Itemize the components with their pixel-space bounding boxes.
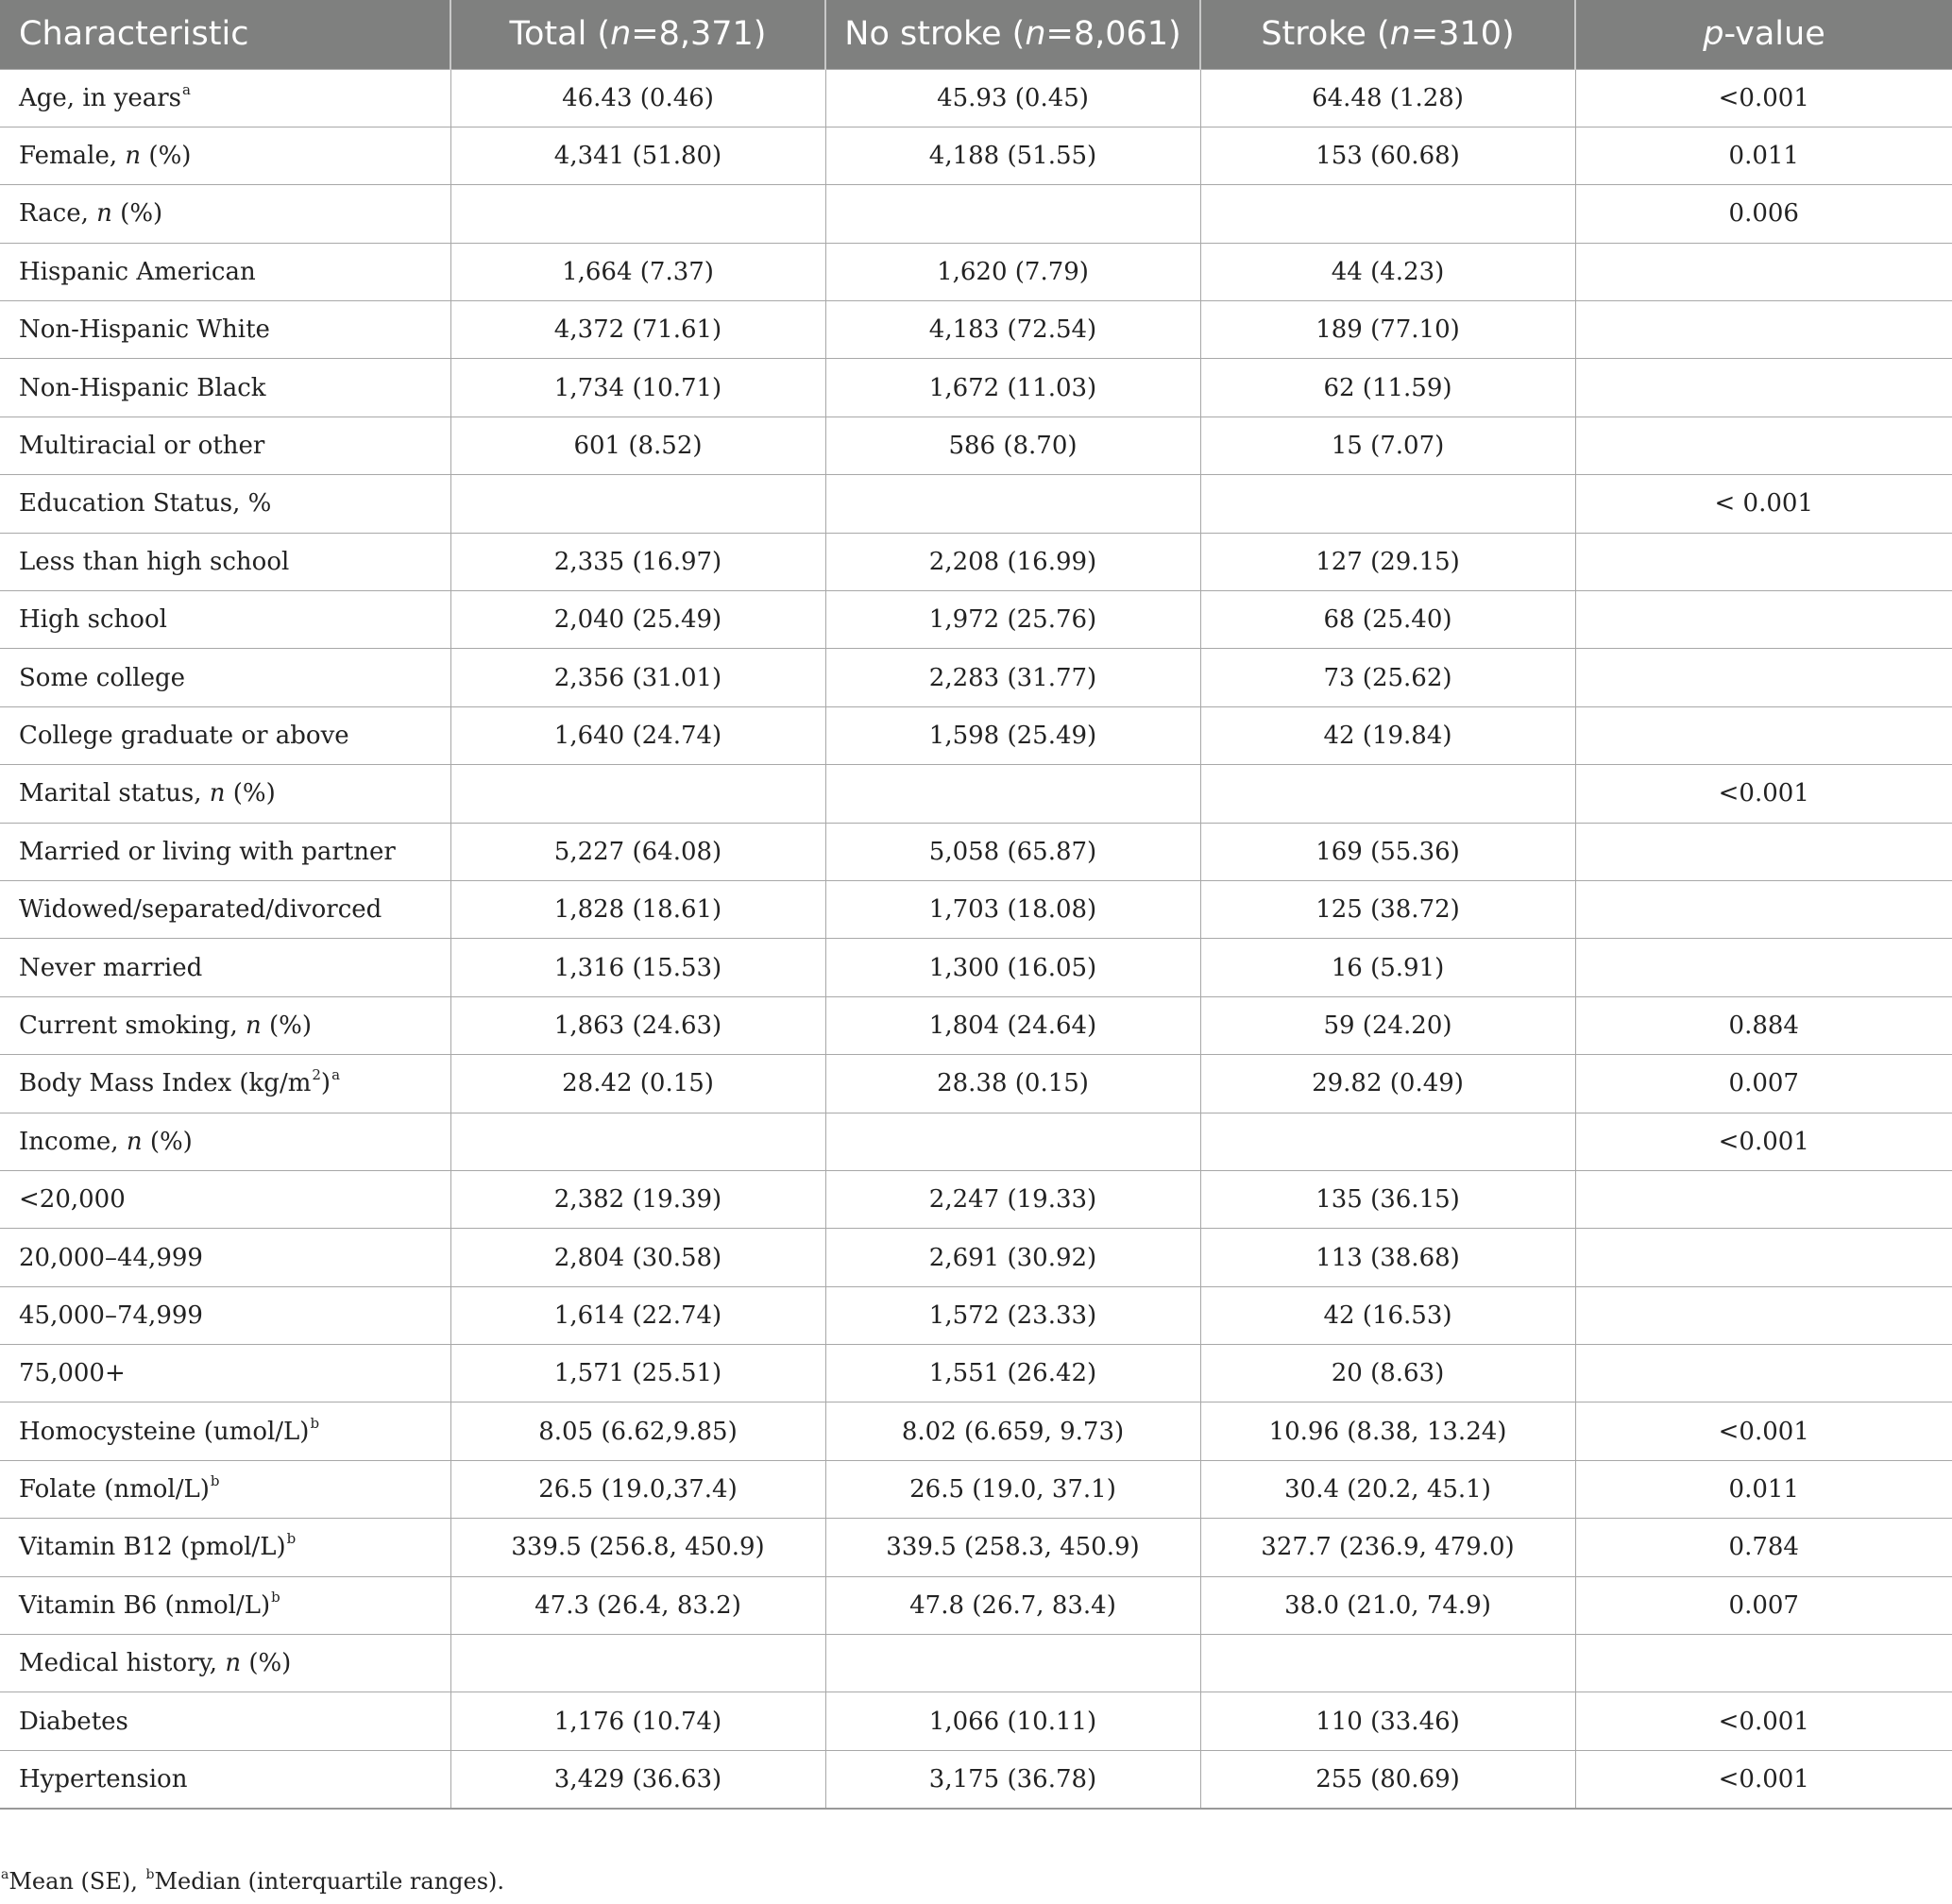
- p-value-cell: <0.001: [1575, 1750, 1952, 1808]
- header-stroke: Stroke (n=310): [1200, 0, 1575, 69]
- no-stroke-cell: 2,247 (19.33): [825, 1170, 1200, 1228]
- p-value-cell: [1575, 823, 1952, 880]
- table-row: [0, 243, 1952, 300]
- p-value-cell: <0.001: [1575, 1402, 1952, 1460]
- total-cell: 2,040 (25.49): [450, 591, 825, 649]
- total-cell: 28.42 (0.15): [450, 1055, 825, 1113]
- total-cell: 2,356 (31.01): [450, 649, 825, 706]
- table-row: [0, 1576, 1952, 1634]
- no-stroke-cell: 47.8 (26.7, 83.4): [825, 1576, 1200, 1634]
- no-stroke-cell: 1,804 (24.64): [825, 996, 1200, 1054]
- table-row: [0, 939, 1952, 996]
- stroke-cell: [1200, 765, 1575, 823]
- characteristic-cell: Folate (nmol/L)$^b$: [0, 1460, 450, 1518]
- header-p-value: p-value: [1575, 0, 1952, 69]
- stroke-cell: 42 (19.84): [1200, 706, 1575, 764]
- characteristic-cell: Multiracial or other: [0, 416, 450, 474]
- no-stroke-cell: 1,551 (26.42): [825, 1345, 1200, 1402]
- header-no-stroke: No stroke (n=8,061): [825, 0, 1200, 69]
- table-row: [0, 823, 1952, 880]
- characteristic-cell: Diabetes: [0, 1692, 450, 1750]
- stroke-cell: 42 (16.53): [1200, 1286, 1575, 1344]
- table-row: [0, 475, 1952, 533]
- no-stroke-cell: 5,058 (65.87): [825, 823, 1200, 880]
- characteristic-cell: Widowed/separated/divorced: [0, 880, 450, 938]
- table-row: [0, 1170, 1952, 1228]
- p-value-cell: 0.007: [1575, 1055, 1952, 1113]
- p-value-cell: [1575, 533, 1952, 590]
- stroke-cell: 16 (5.91): [1200, 939, 1575, 996]
- stroke-cell: 327.7 (236.9, 479.0): [1200, 1519, 1575, 1576]
- total-cell: 1,664 (7.37): [450, 243, 825, 300]
- stroke-cell: [1200, 1113, 1575, 1170]
- no-stroke-cell: [825, 765, 1200, 823]
- total-cell: 47.3 (26.4, 83.2): [450, 1576, 825, 1634]
- stroke-cell: 38.0 (21.0, 74.9): [1200, 1576, 1575, 1634]
- table-row: [0, 996, 1952, 1054]
- no-stroke-cell: [825, 185, 1200, 243]
- total-cell: 2,804 (30.58): [450, 1229, 825, 1286]
- total-cell: 1,734 (10.71): [450, 359, 825, 416]
- stroke-cell: 125 (38.72): [1200, 880, 1575, 938]
- stroke-cell: [1200, 1635, 1575, 1692]
- p-value-cell: <0.001: [1575, 765, 1952, 823]
- stroke-cell: 73 (25.62): [1200, 649, 1575, 706]
- table-row: [0, 706, 1952, 764]
- stroke-cell: 255 (80.69): [1200, 1750, 1575, 1808]
- characteristic-cell: Marital status, n (%): [0, 765, 450, 823]
- total-cell: 1,828 (18.61): [450, 880, 825, 938]
- stroke-cell: 113 (38.68): [1200, 1229, 1575, 1286]
- p-value-cell: [1575, 880, 1952, 938]
- stroke-cell: 10.96 (8.38, 13.24): [1200, 1402, 1575, 1460]
- characteristic-cell: 45,000–74,999: [0, 1286, 450, 1344]
- total-cell: 2,335 (16.97): [450, 533, 825, 590]
- characteristic-cell: Some college: [0, 649, 450, 706]
- table-row: [0, 127, 1952, 184]
- total-cell: 46.43 (0.46): [450, 69, 825, 127]
- table-row: [0, 359, 1952, 416]
- total-cell: 2,382 (19.39): [450, 1170, 825, 1228]
- no-stroke-cell: 2,283 (31.77): [825, 649, 1200, 706]
- p-value-cell: [1575, 243, 1952, 300]
- total-cell: 4,341 (51.80): [450, 127, 825, 184]
- no-stroke-cell: 2,691 (30.92): [825, 1229, 1200, 1286]
- stroke-cell: [1200, 475, 1575, 533]
- table-row: [0, 1113, 1952, 1170]
- total-cell: 1,571 (25.51): [450, 1345, 825, 1402]
- total-cell: [450, 1113, 825, 1170]
- total-cell: 5,227 (64.08): [450, 823, 825, 880]
- no-stroke-cell: 8.02 (6.659, 9.73): [825, 1402, 1200, 1460]
- stroke-cell: 169 (55.36): [1200, 823, 1575, 880]
- characteristic-cell: Less than high school: [0, 533, 450, 590]
- no-stroke-cell: 1,300 (16.05): [825, 939, 1200, 996]
- header-characteristic: Characteristic: [19, 15, 249, 54]
- total-cell: [450, 185, 825, 243]
- no-stroke-cell: [825, 1113, 1200, 1170]
- p-value-cell: [1575, 1170, 1952, 1228]
- stroke-cell: 29.82 (0.49): [1200, 1055, 1575, 1113]
- table-row: [0, 1519, 1952, 1576]
- p-value-cell: [1575, 301, 1952, 359]
- total-cell: 3,429 (36.63): [450, 1750, 825, 1808]
- characteristic-cell: Vitamin B6 (nmol/L)$^b$: [0, 1576, 450, 1634]
- table-row: [0, 880, 1952, 938]
- no-stroke-cell: 1,620 (7.79): [825, 243, 1200, 300]
- p-value-cell: [1575, 1345, 1952, 1402]
- p-value-cell: 0.884: [1575, 996, 1952, 1054]
- no-stroke-cell: 26.5 (19.0, 37.1): [825, 1460, 1200, 1518]
- total-cell: 601 (8.52): [450, 416, 825, 474]
- table-row: [0, 1692, 1952, 1750]
- no-stroke-cell: [825, 1635, 1200, 1692]
- total-cell: 4,372 (71.61): [450, 301, 825, 359]
- total-cell: 1,640 (24.74): [450, 706, 825, 764]
- total-cell: 1,614 (22.74): [450, 1286, 825, 1344]
- stroke-cell: 68 (25.40): [1200, 591, 1575, 649]
- characteristic-cell: Hispanic American: [0, 243, 450, 300]
- characteristic-cell: College graduate or above: [0, 706, 450, 764]
- total-cell: 339.5 (256.8, 450.9): [450, 1519, 825, 1576]
- characteristic-cell: Non-Hispanic White: [0, 301, 450, 359]
- table-row: [0, 649, 1952, 706]
- stroke-cell: 135 (36.15): [1200, 1170, 1575, 1228]
- p-value-cell: < 0.001: [1575, 475, 1952, 533]
- table-row: [0, 1750, 1952, 1808]
- stroke-cell: 15 (7.07): [1200, 416, 1575, 474]
- characteristic-cell: Income, n (%): [0, 1113, 450, 1170]
- p-value-cell: <0.001: [1575, 1113, 1952, 1170]
- no-stroke-cell: 2,208 (16.99): [825, 533, 1200, 590]
- characteristic-cell: Homocysteine (umol/L)$^b$: [0, 1402, 450, 1460]
- characteristic-cell: 75,000+: [0, 1345, 450, 1402]
- stroke-cell: 62 (11.59): [1200, 359, 1575, 416]
- no-stroke-cell: 586 (8.70): [825, 416, 1200, 474]
- characteristic-cell: Married or living with partner: [0, 823, 450, 880]
- characteristic-cell: Medical history, n (%): [0, 1635, 450, 1692]
- no-stroke-cell: 339.5 (258.3, 450.9): [825, 1519, 1200, 1576]
- table-row: [0, 185, 1952, 243]
- p-value-cell: 0.011: [1575, 127, 1952, 184]
- total-cell: 8.05 (6.62,9.85): [450, 1402, 825, 1460]
- characteristic-cell: Education Status, %: [0, 475, 450, 533]
- no-stroke-cell: 4,188 (51.55): [825, 127, 1200, 184]
- p-value-cell: [1575, 939, 1952, 996]
- table-row: [0, 765, 1952, 823]
- table-row: [0, 69, 1952, 127]
- characteristic-cell: Age, in years$^a$: [0, 69, 450, 127]
- no-stroke-cell: 45.93 (0.45): [825, 69, 1200, 127]
- characteristic-cell: Vitamin B12 (pmol/L)$^b$: [0, 1519, 450, 1576]
- p-value-cell: 0.011: [1575, 1460, 1952, 1518]
- p-value-cell: 0.007: [1575, 1576, 1952, 1634]
- no-stroke-cell: 3,175 (36.78): [825, 1750, 1200, 1808]
- characteristic-cell: Current smoking, n (%): [0, 996, 450, 1054]
- total-cell: 1,316 (15.53): [450, 939, 825, 996]
- table-row: [0, 1286, 1952, 1344]
- total-cell: 26.5 (19.0,37.4): [450, 1460, 825, 1518]
- stroke-cell: 59 (24.20): [1200, 996, 1575, 1054]
- p-value-cell: [1575, 1635, 1952, 1692]
- total-cell: [450, 1635, 825, 1692]
- p-value-cell: [1575, 1229, 1952, 1286]
- stroke-cell: 189 (77.10): [1200, 301, 1575, 359]
- header-total: Total (n=8,371): [450, 0, 825, 69]
- table-row: [0, 1055, 1952, 1113]
- characteristic-cell: Race, n (%): [0, 185, 450, 243]
- stroke-cell: 153 (60.68): [1200, 127, 1575, 184]
- table-row: [0, 416, 1952, 474]
- table-row: [0, 1460, 1952, 1518]
- stroke-cell: 30.4 (20.2, 45.1): [1200, 1460, 1575, 1518]
- table-row: [0, 1635, 1952, 1692]
- total-cell: 1,176 (10.74): [450, 1692, 825, 1750]
- characteristic-cell: Never married: [0, 939, 450, 996]
- total-cell: [450, 765, 825, 823]
- no-stroke-cell: 1,066 (10.11): [825, 1692, 1200, 1750]
- p-value-cell: [1575, 706, 1952, 764]
- no-stroke-cell: [825, 475, 1200, 533]
- table-row: [0, 1345, 1952, 1402]
- total-cell: 1,863 (24.63): [450, 996, 825, 1054]
- p-value-cell: 0.784: [1575, 1519, 1952, 1576]
- table-footnote: $^a$Mean (SE), $^b$Median (interquartile ranges).: [1, 1866, 505, 1895]
- characteristic-cell: Female, n (%): [0, 127, 450, 184]
- characteristic-cell: Non-Hispanic Black: [0, 359, 450, 416]
- characteristic-cell: Body Mass Index $(kg/m^2)^a$: [0, 1055, 450, 1113]
- p-value-cell: <0.001: [1575, 1692, 1952, 1750]
- stroke-cell: 44 (4.23): [1200, 243, 1575, 300]
- characteristic-cell: Hypertension: [0, 1750, 450, 1808]
- p-value-cell: [1575, 416, 1952, 474]
- table-row: [0, 1229, 1952, 1286]
- no-stroke-cell: 1,672 (11.03): [825, 359, 1200, 416]
- stroke-cell: 127 (29.15): [1200, 533, 1575, 590]
- characteristic-cell: High school: [0, 591, 450, 649]
- stroke-cell: 64.48 (1.28): [1200, 69, 1575, 127]
- no-stroke-cell: 4,183 (72.54): [825, 301, 1200, 359]
- p-value-cell: [1575, 649, 1952, 706]
- characteristic-cell: <20,000: [0, 1170, 450, 1228]
- table-row: [0, 591, 1952, 649]
- table-header-row: [0, 0, 1952, 69]
- no-stroke-cell: 1,972 (25.76): [825, 591, 1200, 649]
- table-row: [0, 533, 1952, 590]
- stroke-cell: 20 (8.63): [1200, 1345, 1575, 1402]
- total-cell: [450, 475, 825, 533]
- table-row: [0, 301, 1952, 359]
- no-stroke-cell: 28.38 (0.15): [825, 1055, 1200, 1113]
- p-value-cell: [1575, 359, 1952, 416]
- no-stroke-cell: 1,598 (25.49): [825, 706, 1200, 764]
- no-stroke-cell: 1,572 (23.33): [825, 1286, 1200, 1344]
- table-row: [0, 1402, 1952, 1460]
- stroke-cell: 110 (33.46): [1200, 1692, 1575, 1750]
- p-value-cell: [1575, 591, 1952, 649]
- p-value-cell: 0.006: [1575, 185, 1952, 243]
- p-value-cell: [1575, 1286, 1952, 1344]
- stroke-cell: [1200, 185, 1575, 243]
- p-value-cell: <0.001: [1575, 69, 1952, 127]
- characteristic-cell: 20,000–44,999: [0, 1229, 450, 1286]
- no-stroke-cell: 1,703 (18.08): [825, 880, 1200, 938]
